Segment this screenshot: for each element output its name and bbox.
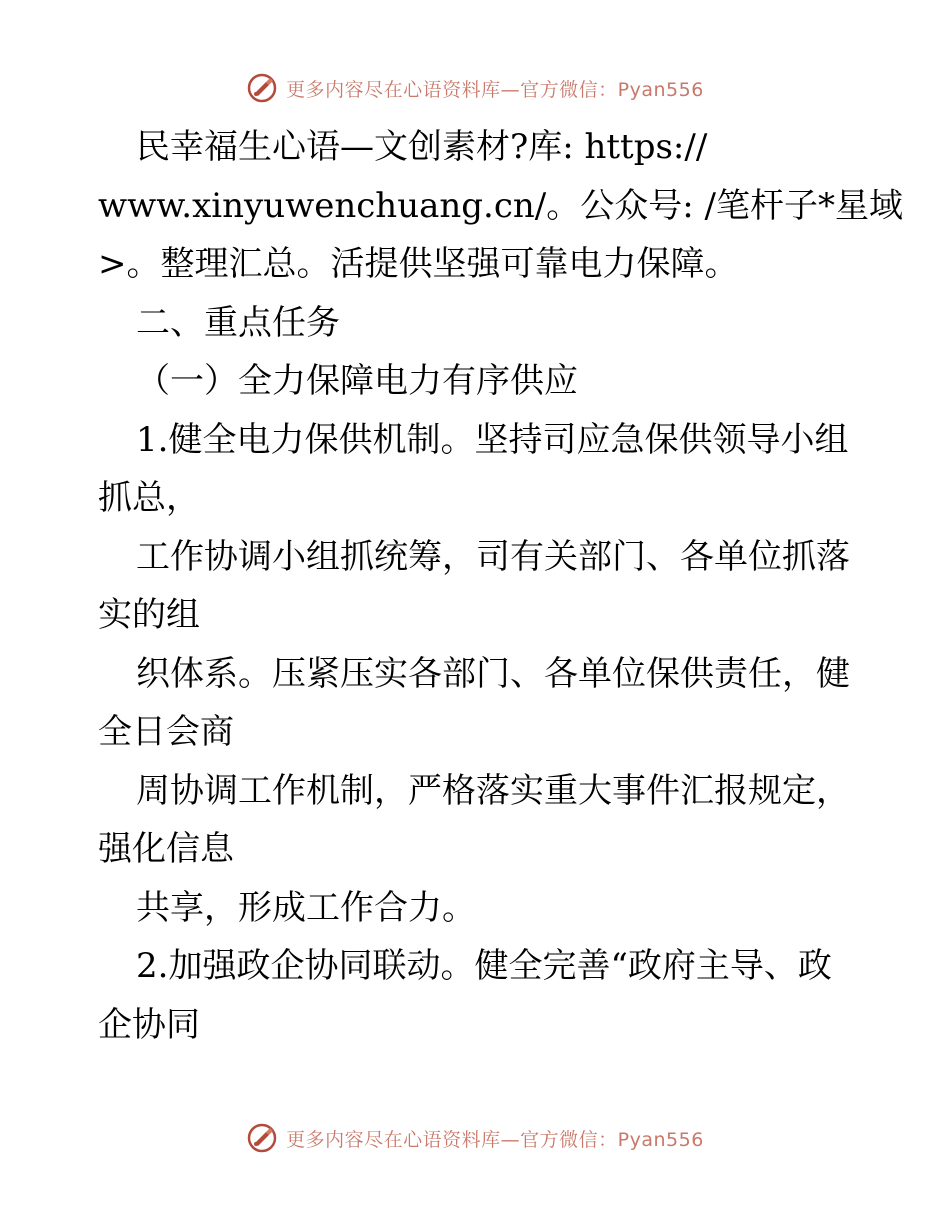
text-line: www.xinyuwenchuang.cn/。公众号: /笔杆子*星域 xyxy=(98,185,903,226)
footer-watermark xyxy=(0,1118,950,1158)
header-watermark xyxy=(0,68,950,108)
text-line: 1.健全电力保供机制。坚持司应急保供领导小组 xyxy=(136,419,849,460)
text-line: 工作协调小组抓统筹，司有关部门、各单位抓落 xyxy=(136,536,850,577)
logo-icon xyxy=(246,72,278,104)
logo-icon xyxy=(246,1122,278,1154)
text-line: 2.加强政企协同联动。健全完善“政府主导、政 xyxy=(136,946,832,986)
text-line: 民幸福生心语—文创素材?库: https:// xyxy=(136,127,708,167)
text-line: 织体系。压紧压实各部门、各单位保供责任，健 xyxy=(136,653,850,694)
watermark-text: 更多内容尽在心语资料库—官方微信：Pyan556 xyxy=(286,1128,704,1151)
text-line: 强化信息 xyxy=(98,829,234,869)
text-line: 共享，形成工作合力。 xyxy=(136,887,476,928)
document-body xyxy=(98,118,903,1054)
text-line: 二、重点任务 xyxy=(136,302,340,343)
watermark-text: 更多内容尽在心语资料库—官方微信：Pyan556 xyxy=(286,78,704,101)
text-line: 全日会商 xyxy=(98,712,234,752)
text-line: 抓总， xyxy=(98,478,200,518)
text-line: >。整理汇总。活提供坚强可靠电力保障。 xyxy=(98,244,739,284)
text-line: 周协调工作机制，严格落实重大事件汇报规定， xyxy=(136,770,850,811)
text-line: 企协同 xyxy=(98,1004,200,1045)
text-line: 实的组 xyxy=(98,595,200,635)
text-line: （一）全力保障电力有序供应 xyxy=(136,361,578,401)
